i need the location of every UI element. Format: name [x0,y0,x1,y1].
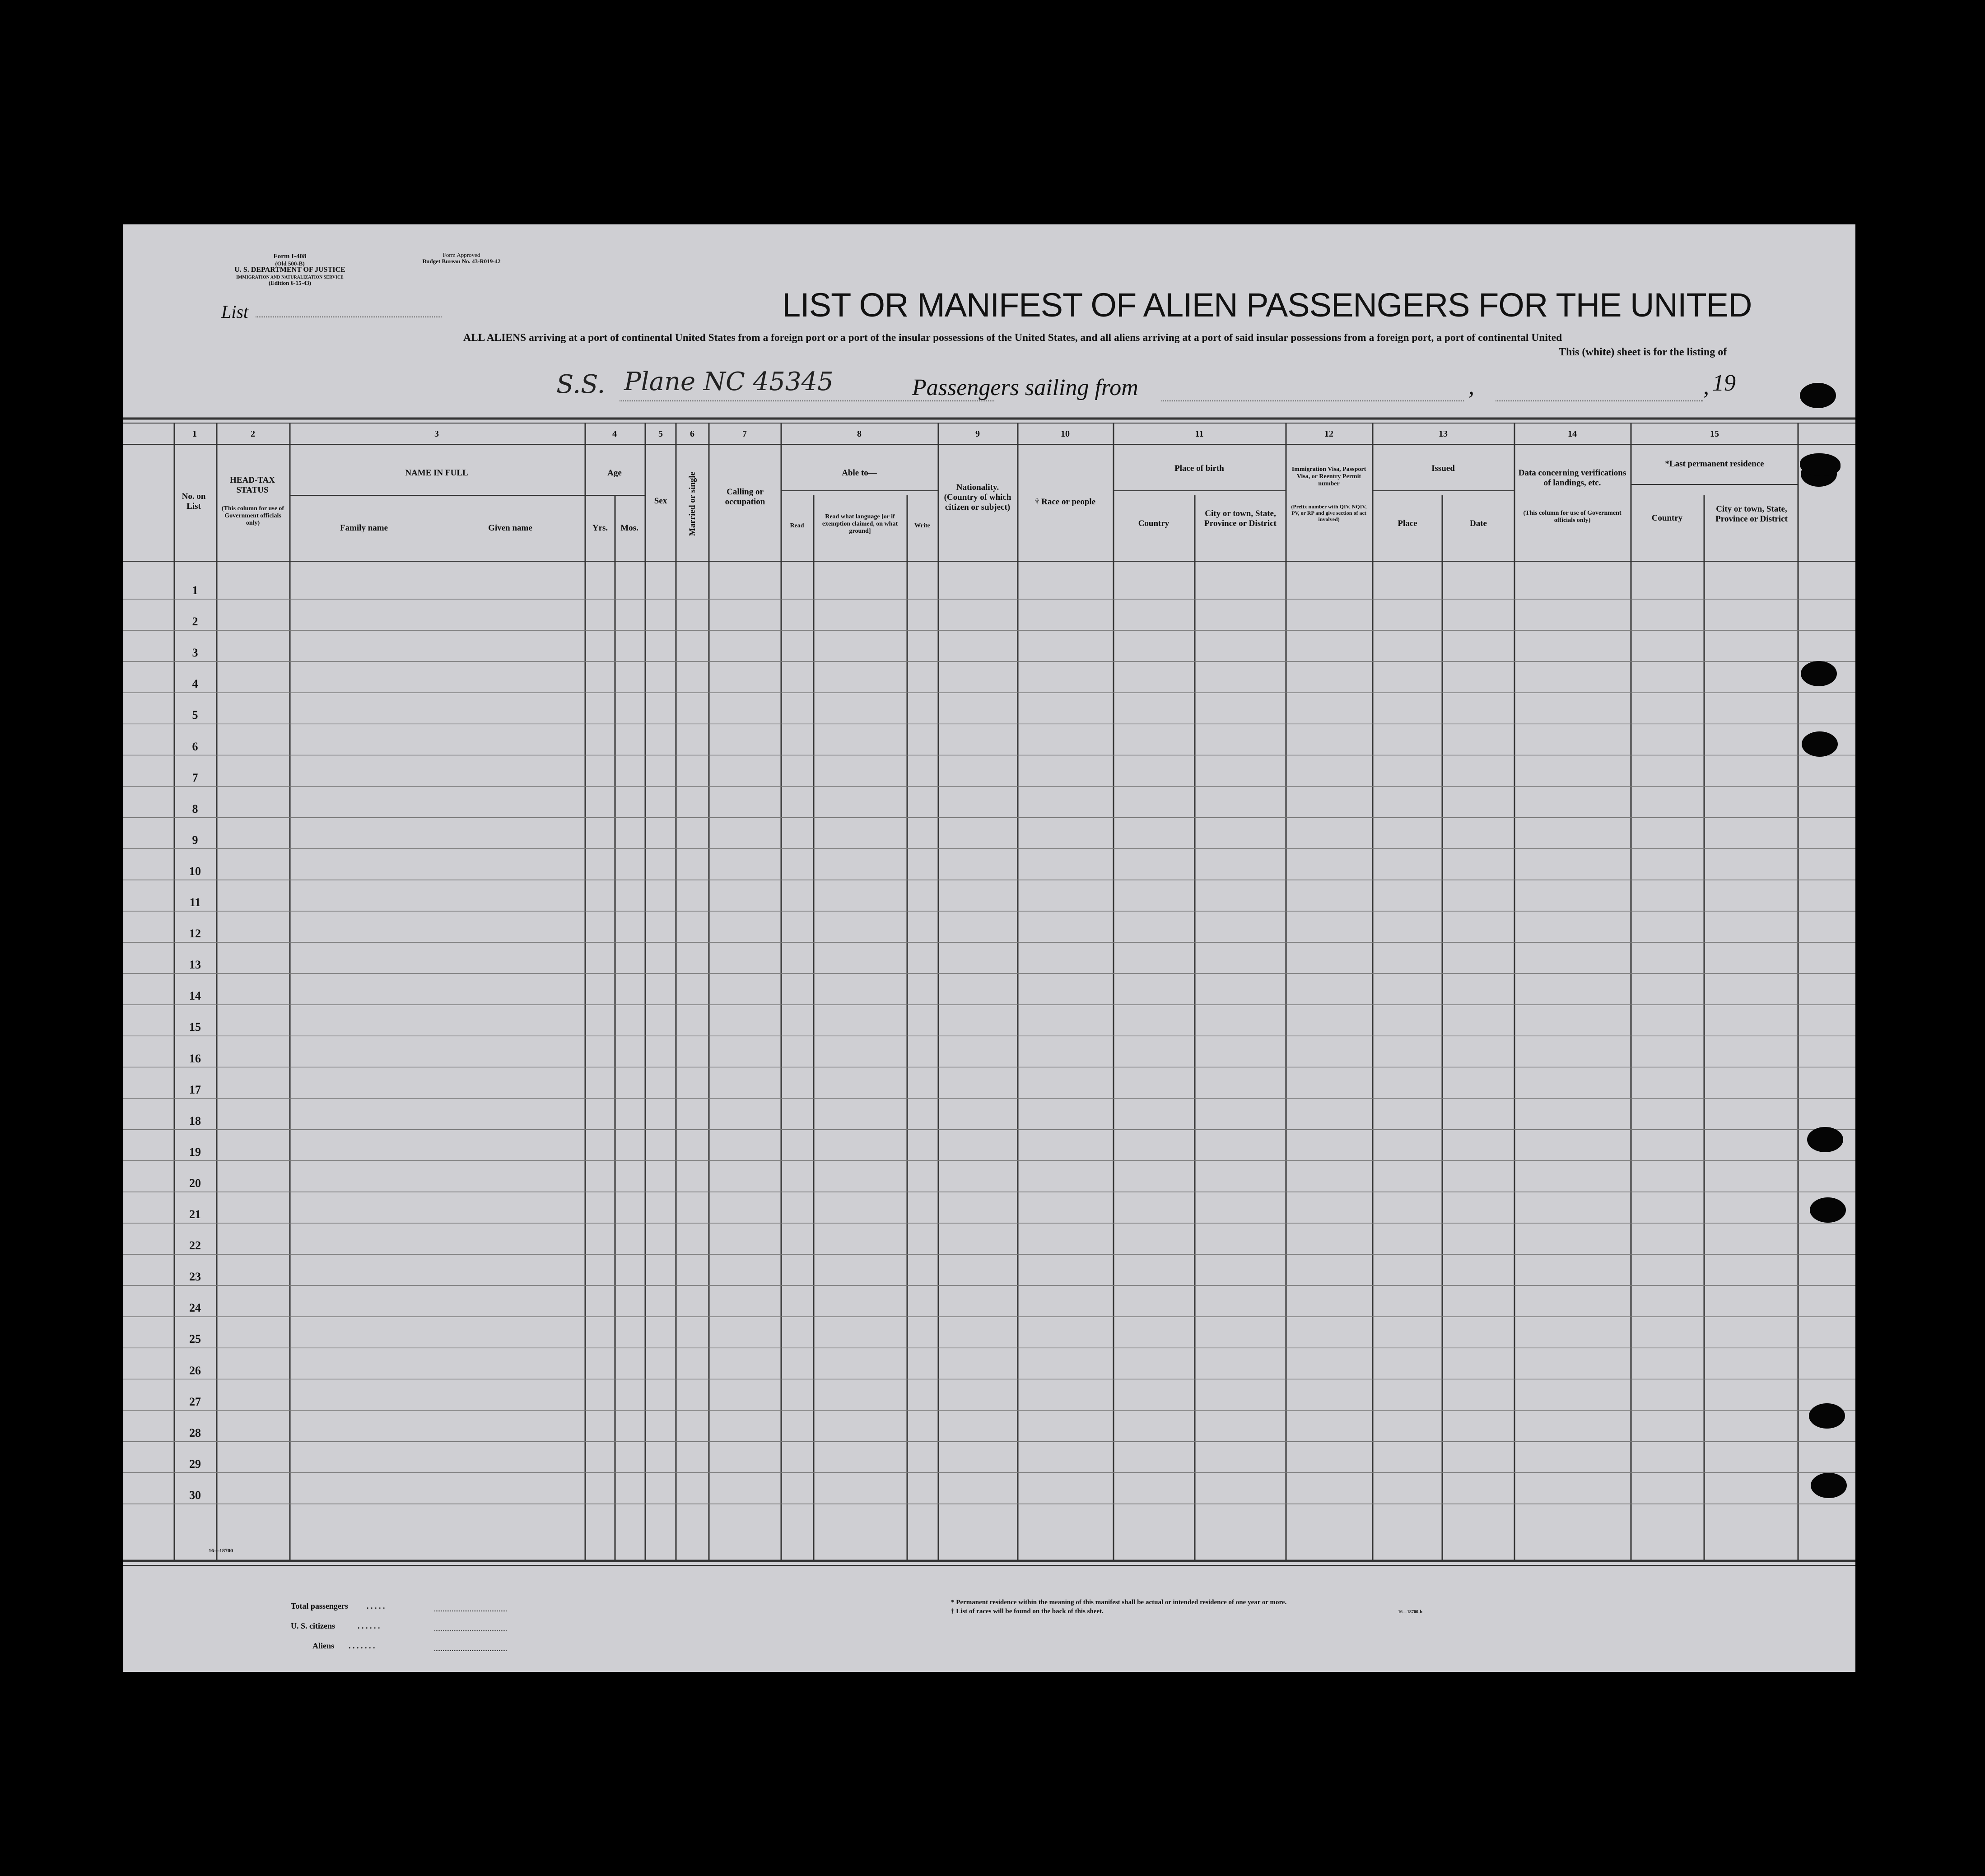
row-number: 19 [189,1145,201,1159]
row-number: 28 [189,1426,201,1439]
header-name-in-full: NAME IN FULL [405,468,468,478]
row-number: 18 [189,1114,201,1127]
colnum-14: 14 [1568,429,1577,439]
comma2: , [1703,374,1709,400]
punch-hole [1807,1127,1843,1152]
approval-line1: Form Approved [443,251,480,258]
header-last-residence: *Last permanent residence [1665,459,1764,469]
row-number: 11 [189,896,201,909]
approval-line2: Budget Bureau No. 43-R019-42 [422,258,501,265]
header-visa: Immigration Visa, Passport Visa, or Reentry Permit number [1291,466,1366,487]
row-number: 22 [189,1239,201,1252]
row-number: 3 [192,646,198,660]
header-country2: Country [1651,513,1683,523]
punch-hole [1809,1403,1845,1429]
header-sex: Sex [654,496,667,506]
row-number: 2 [192,615,198,628]
row-number: 24 [189,1301,201,1315]
punch-hole [1802,731,1838,757]
header-family-name: Family name [340,523,388,533]
sailing-from-label: Passengers sailing from [912,375,1138,400]
row-number: 12 [189,927,201,940]
row-number: 21 [189,1208,201,1221]
row-number: 29 [189,1457,201,1471]
colnum-7: 7 [742,429,747,439]
colnum-10: 10 [1061,429,1070,439]
colnum-6: 6 [690,429,694,439]
header-married: Married or single [688,471,697,536]
colnum-1: 1 [192,429,197,439]
header-place-of-birth: Place of birth [1174,464,1224,473]
us-citizens-blank [434,1630,507,1631]
colnum-8: 8 [857,429,862,439]
row-number: 15 [189,1020,201,1034]
punch-hole [1800,453,1841,476]
row-number: 13 [189,958,201,972]
comma: , [1468,374,1474,400]
colnum-13: 13 [1439,429,1448,439]
header-write: Write [914,522,930,529]
row-number: 7 [192,771,198,784]
subtitle-line1: ALL ALIENS arriving at a port of continental United States from a foreign port or a port of the insular possessions of the United States, and all aliens arriving at a port of said insular possessions from a foreign port, a port of continental United [463,332,1562,344]
header-read-language: Read what language [or if exemption claimed, on what ground] [822,513,898,535]
aliens-blank [434,1650,507,1651]
header-given-name: Given name [488,523,532,533]
row-number: 30 [189,1488,201,1502]
list-label: List [221,302,249,322]
header-race: † Race or people [1034,497,1096,507]
form-old-number: (Old 500-B) [275,260,305,267]
punch-hole [1800,383,1836,408]
us-citizens-label: U. S. citizens [291,1621,335,1630]
colnum-2: 2 [251,429,255,439]
header-place: Place [1398,519,1417,528]
punch-hole [1801,661,1837,686]
row-number: 6 [192,740,198,753]
header-country: Country [1138,519,1170,528]
vessel-prefix: S.S. [556,370,606,399]
year-prefix: 19 [1712,370,1736,396]
colnum-12: 12 [1324,429,1333,439]
header-city-state: City or town, State, Province or District [1204,509,1277,528]
row-number: 20 [189,1176,201,1190]
row-number: 16 [189,1052,201,1065]
footnote-races: † List of races will be found on the back of this sheet. [951,1608,1104,1615]
row-number: 27 [189,1395,201,1408]
row-number: 1 [192,584,198,597]
punch-hole [1811,1473,1847,1498]
form-number: Form I-408 [273,253,307,260]
vessel-name: Plane NC 45345 [624,367,834,396]
row-number: 5 [192,708,198,722]
service: IMMIGRATION AND NATURALIZATION SERVICE [236,275,344,280]
aliens-dots: . . . . . . . [349,1641,375,1650]
header-date: Date [1470,519,1487,528]
header-head-tax-note: (This column for use of Government officials only) [221,505,284,526]
header-no-on-list: No. on List [182,492,206,511]
row-number: 23 [189,1270,201,1284]
colnum-15: 15 [1710,429,1719,439]
header-nationality: Nationality. (Country of which citizen or subject) [944,483,1011,512]
citizens-dots: . . . . . . [358,1621,380,1630]
page-title: LIST OR MANIFEST OF ALIEN PASSENGERS FOR THE UNITED [782,286,1752,324]
header-read: Read [790,522,804,529]
row-number: 26 [189,1364,201,1377]
header-visa-note: (Prefix number with QIV, NQIV, PV, or RP and give section of act involved) [1291,503,1367,522]
row-number: 8 [192,802,198,815]
row-number: 4 [192,677,198,691]
header-issued: Issued [1431,464,1455,473]
header-age: Age [607,468,622,478]
colnum-5: 5 [658,429,663,439]
header-yrs: Yrs. [592,523,608,533]
header-able-to: Able to— [842,468,877,478]
colnum-4: 4 [612,429,617,439]
header-data-note: (This column for use of Government officials only) [1523,510,1622,524]
department: U. S. DEPARTMENT OF JUSTICE [234,266,345,274]
colnum-3: 3 [434,429,439,439]
header-city-state2: City or town, State, Province or District [1715,504,1788,524]
header-data-concerning: Data concerning verifications of landings, etc. [1518,468,1626,488]
footnote-residence: * Permanent residence within the meaning of this manifest shall be actual or intended residence of one year or more. [951,1599,1287,1606]
aliens-label: Aliens [312,1641,335,1650]
punch-hole [1810,1197,1846,1223]
row-number: 17 [189,1083,201,1096]
colnum-11: 11 [1195,429,1204,439]
colnum-9: 9 [975,429,980,439]
header-mos: Mos. [620,523,638,533]
row-number: 9 [192,833,198,847]
header-head-tax: HEAD-TAX STATUS [230,475,275,495]
row-number: 14 [189,989,201,1003]
print-code-left: 16—18700 [209,1547,233,1554]
manifest-sheet [123,224,1855,1672]
grid-lines [123,224,1855,1672]
row-number: 25 [189,1332,201,1346]
header-calling: Calling or occupation [725,487,765,507]
row-number: 10 [189,864,201,878]
print-code-right: 16—18700-b [1398,1610,1422,1615]
edition: (Edition 6-15-43) [268,279,312,286]
subtitle-line2: This (white) sheet is for the listing of [1559,346,1727,358]
total-dots: . . . . . [367,1601,385,1611]
total-passengers-label: Total passengers [291,1601,348,1611]
